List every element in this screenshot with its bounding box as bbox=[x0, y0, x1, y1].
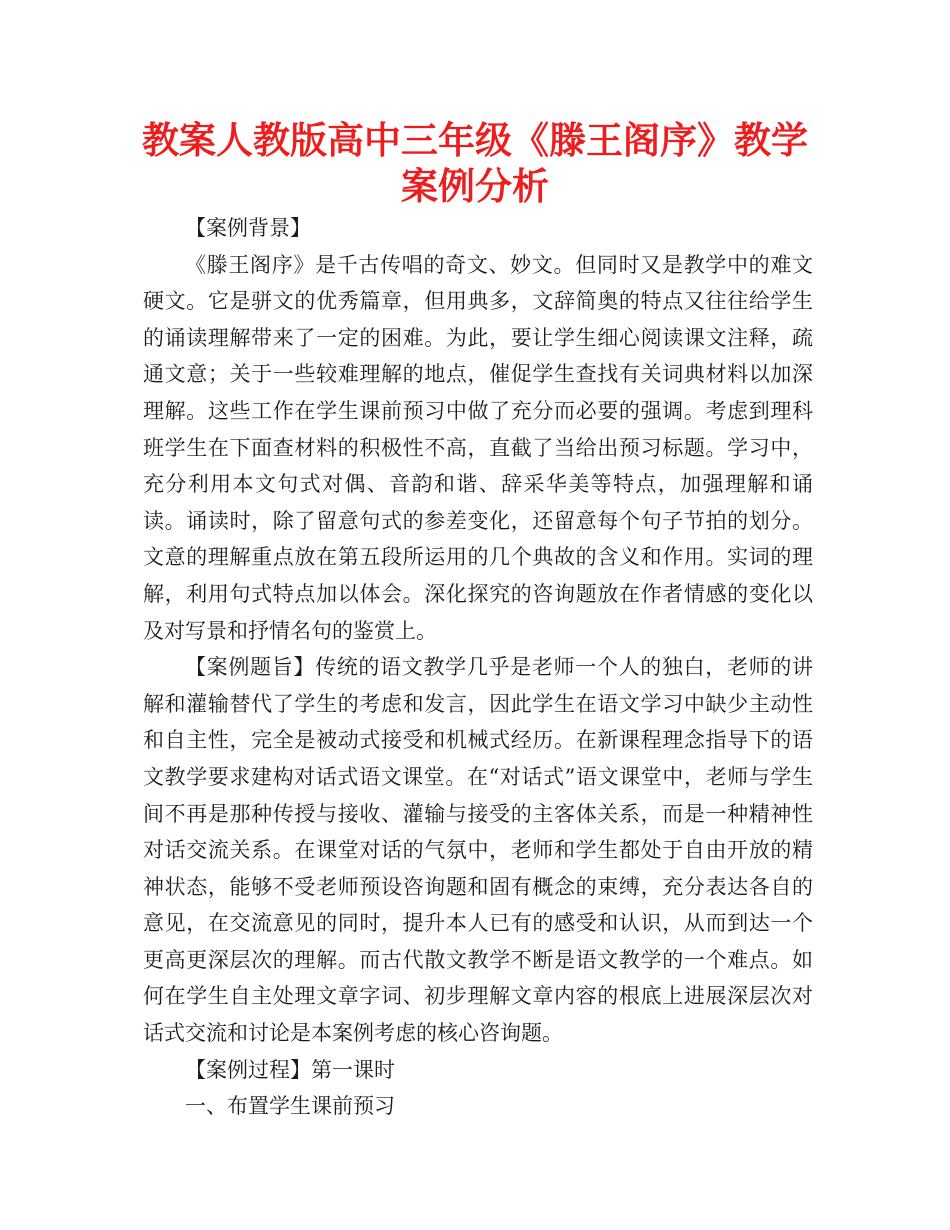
document-body bbox=[143, 210, 813, 1125]
title-line-1: 教案人教版高中三年级《滕王阁序》教学 bbox=[142, 119, 808, 162]
paragraph-purpose: 【案例题旨】传统的语文教学几乎是老师一个人的独白，老师的讲解和灌输替代了学生的考虑和发言，因此学生在语文学习中缺少主动性和自主性，完全是被动式接受和机械式经历。在新课程理念指导下的语文教学要求建构对话式语文课堂。在“对话式”语文课堂中，老师与学生间不再是那种传授与接收、灌输与接受的主客体关系，而是一种精神性对话交流关系。在课堂对话的气氛中，老师和学生都处于自由开放的精神状态，能够不受老师预设咨询题和固有概念的束缚，充分表达各自的意见，在交流意见的同时，提升本人已有的感受和认识，从而到达一个更高更深层次的理解。而古代散文教学不断是语文教学的一个难点。如何在学生自主处理文章字词、初步理解文章内容的根底上进展深层次对话式交流和讨论是本案例考虑的核心咨询题。 bbox=[143, 655, 813, 1046]
paragraph-background: 《滕王阁序》是千古传唱的奇文、妙文。但同时又是教学中的难文硬文。它是骈文的优秀篇章，但用典多，文辞简奥的特点又往往给学生的诵读理解带来了一定的困难。为此，要让学生细心阅读课文注释，疏通文意；关于一些较难理解的地点，催促学生查找有关词典材料以加深理解。这些工作在学生课前预习中做了充分而必要的强调。考虑到理科班学生在下面查材料的积极性不高，直截了当给出预习标题。学习中，充分利用本文句式对偶、音韵和谐、辞采华美等特点，加强理解和诵读。诵读时，除了留意句式的参差变化，还留意每个句子节拍的划分。文意的理解重点放在第五段所运用的几个典故的含义和作用。实词的理解，利用句式特点加以体会。深化探究的咨询题放在作者情感的变化以及对写景和抒情名句的鉴赏上。 bbox=[143, 252, 813, 643]
list-item-preview: 一、布置学生课前预习 bbox=[185, 1094, 395, 1119]
section-heading-process: 【案例过程】第一课时 bbox=[185, 1057, 395, 1082]
document-title bbox=[120, 118, 830, 210]
title-line-2: 案例分析 bbox=[401, 165, 549, 208]
section-heading-background: 【案例背景】 bbox=[185, 216, 311, 240]
